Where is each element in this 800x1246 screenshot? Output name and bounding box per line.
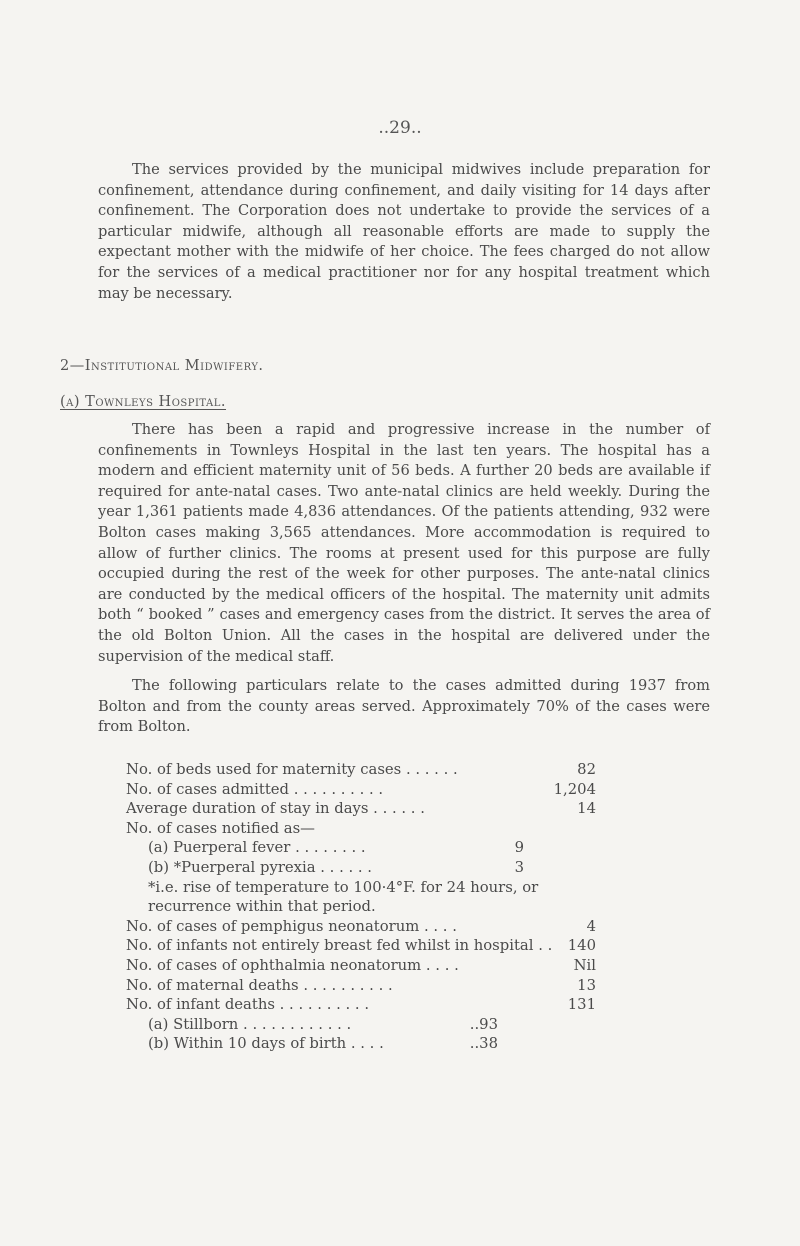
stat-value: 4 <box>586 917 596 935</box>
stat-value: 9 <box>514 839 524 857</box>
paragraph-municipal-midwives: The services provided by the municipal midwives include preparation for confinement, attendance during confinement, and daily visiting for 14 days after confinement. The Corporation does not undertake to provide the services of a particular midwife, although all reasonable efforts are made to supply the expectant mother with the midwife of her choice. The fees charged do not allow for the services of a medical practitioner nor for any hospital treatment which may be necessary. <box>98 161 710 302</box>
stat-label: (a) Puerperal fever . . . . . . . . <box>148 839 366 857</box>
footnote-text: recurrence within that period. <box>148 898 376 916</box>
statistics-table <box>126 760 596 1054</box>
stat-value: 131 <box>567 996 596 1014</box>
stat-value: ..93 <box>469 1015 498 1033</box>
footnote-row <box>126 897 596 917</box>
stat-value: ..38 <box>469 1035 498 1053</box>
stat-value: 3 <box>514 858 524 876</box>
stat-value: 82 <box>577 761 596 778</box>
stat-row <box>126 936 596 956</box>
stat-row <box>126 819 596 839</box>
stat-label: No. of cases of pemphigus neonatorum . . . . <box>126 917 457 935</box>
stat-value: Nil <box>573 956 596 974</box>
stat-label: Average duration of stay in days . . . . . . <box>126 800 425 818</box>
stat-label: No. of maternal deaths . . . . . . . . . . <box>126 976 393 994</box>
stat-label: No. of cases admitted . . . . . . . . . . <box>126 780 384 798</box>
stat-row <box>126 956 596 976</box>
stat-row <box>126 917 596 937</box>
stat-row <box>126 760 596 780</box>
stat-label: No. of beds used for maternity cases . . . . . . <box>126 761 458 778</box>
stat-row <box>126 995 596 1015</box>
subsection-heading: (a) Townleys Hospital. <box>60 394 227 410</box>
stat-row <box>126 1015 596 1035</box>
stat-row <box>126 838 596 858</box>
stat-row <box>126 780 596 800</box>
section-heading: 2—Institutional Midwifery. <box>60 358 264 374</box>
stat-row <box>126 1034 596 1054</box>
stat-value: 14 <box>577 800 596 818</box>
stat-row <box>126 858 596 878</box>
page-number: ..29.. <box>378 118 422 138</box>
stat-label: No. of infants not entirely breast fed whilst in hospital . . <box>126 937 553 955</box>
paragraph-townleys: There has been a rapid and progressive increase in the number of confinements in Townleys Hospital in the last ten years. The hospital has a modern and efficient maternity unit of 56 beds. A further 20 beds are available if required for ante-natal cases. Two ante-natal clinics are held weekly. During the year 1,361 patients made 4,836 attendances. Of the patients attending, 932 were Bolton cases making 3,565 attendances. More accommodation is required to allow of further clinics. The rooms at present used for this purpose are fully occupied during the rest of the week for other purposes. The ante-natal clinics are conducted by the medical officers of the hospital. The maternity unit admits both “ booked ” cases and emergency cases from the district. It serves the area of the old Bolton Union. All the cases in the hospital are delivered under the supervision of the medical staff. <box>98 421 710 665</box>
stat-label: (b) Within 10 days of birth . . . . <box>148 1035 384 1053</box>
stat-label: (a) Stillborn . . . . . . . . . . . . <box>148 1015 352 1033</box>
stat-row <box>126 799 596 819</box>
footnote-text: *i.e. rise of temperature to 100·4°F. for 24 hours, or <box>148 878 539 896</box>
stat-row <box>126 976 596 996</box>
footnote-row <box>126 878 596 898</box>
stat-label: No. of cases of ophthalmia neonatorum . . . . <box>126 956 459 974</box>
stat-label: No. of infant deaths . . . . . . . . . . <box>126 996 370 1014</box>
stat-value: 13 <box>577 976 596 994</box>
stat-label: (b) *Puerperal pyrexia . . . . . . <box>148 858 372 876</box>
stat-label: No. of cases notified as— <box>126 819 315 837</box>
paragraph-particulars: The following particulars relate to the cases admitted during 1937 from Bolton and from the county areas served. Approximately 70% of the cases were from Bolton. <box>98 677 710 736</box>
stat-value: 1,204 <box>553 780 596 798</box>
stat-value: 140 <box>567 937 596 955</box>
